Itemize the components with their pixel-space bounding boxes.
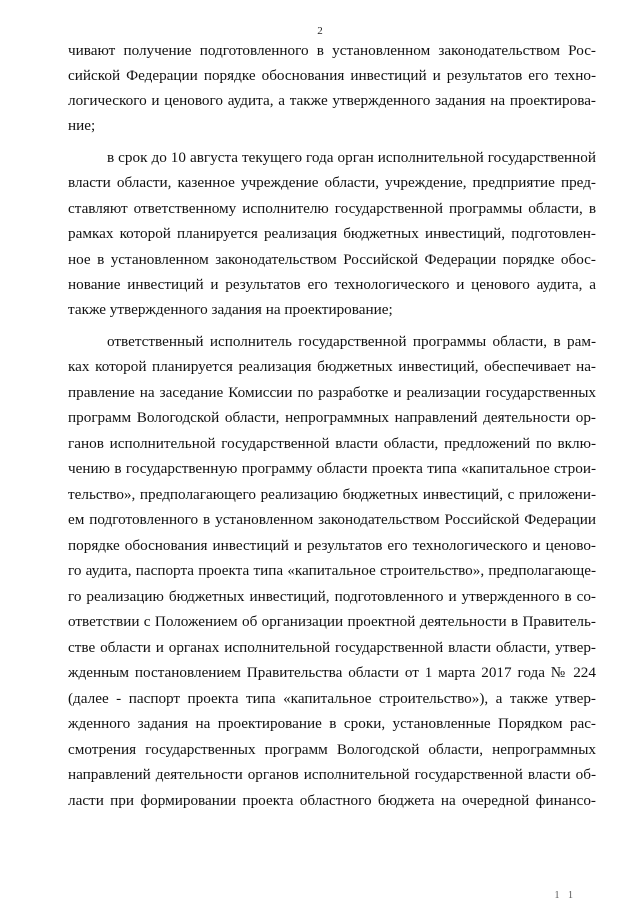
corner-mark: 1 1: [554, 890, 576, 901]
text-line: правление на заседание Комиссии по разработке и реализации государственных: [68, 384, 596, 401]
text-line: ем подготовленного в установленном законодательством Российской Федерации: [68, 511, 596, 528]
text-line: чивают получение подготовленного в установленном законодательством Рос-: [68, 42, 596, 59]
text-line: ставляют ответственному исполнителю государственной программы области, в: [68, 200, 596, 217]
text-line: ответствии с Положением об организации проектной деятельности в Правитель-: [68, 613, 596, 630]
text-line: (далее - паспорт проекта типа «капитальное строительство»), а также утвер-: [68, 690, 596, 707]
text-line: порядке обоснования инвестиций и результатов его технологического и ценово-: [68, 537, 596, 554]
text-line: тельство», предполагающего реализацию бюджетных инвестиций, с приложени-: [68, 486, 596, 503]
text-line: го реализацию бюджетных инвестиций, подготовленного и утвержденного в со-: [68, 588, 596, 605]
text-line: направлений деятельности органов исполнительной государственной власти об-: [68, 766, 596, 783]
text-line: жденным постановлением Правительства области от 1 марта 2017 года № 224: [68, 664, 596, 681]
text-line: программ Вологодской области, непрограммных направлений деятельности ор-: [68, 409, 596, 426]
text-line: ласти при формировании проекта областного бюджета на очередной финансо-: [68, 792, 596, 809]
text-line: смотрения государственных программ Вологодской области, непрограммных: [68, 741, 596, 758]
text-line: также утвержденного задания на проектирование;: [68, 301, 393, 318]
text-line: чению в государственную программу области проекта типа «капитальное строи-: [68, 460, 596, 477]
text-line: нование инвестиций и результатов его технологического и ценового аудита, а: [68, 276, 596, 293]
paragraph-first-line: ответственный исполнитель государственной программы области, в рам-: [107, 333, 596, 350]
text-line: ное в установленном законодательством Российской Федерации порядке обос-: [68, 251, 596, 268]
text-line: сийской Федерации порядке обоснования инвестиций и результатов его техно-: [68, 67, 596, 84]
page-number: 2: [317, 25, 323, 37]
text-line: го аудита, паспорта проекта типа «капитальное строительство», предполагающе-: [68, 562, 596, 579]
text-line: жденного задания на проектирование в сроки, установленные Порядком рас-: [68, 715, 596, 732]
text-line: рамках которой планируется реализация бюджетных инвестиций, подготовлен-: [68, 225, 596, 242]
paragraph-first-line: в срок до 10 августа текущего года орган исполнительной государственной: [107, 149, 596, 166]
text-line: власти области, казенное учреждение области, учреждение, предприятие пред-: [68, 174, 596, 191]
text-line: логического и ценового аудита, а также утвержденного задания на проектирова-: [68, 92, 596, 109]
text-line: ганов исполнительной государственной власти области, предложений по вклю-: [68, 435, 596, 452]
text-line: ние;: [68, 117, 96, 134]
text-line: стве области и органах исполнительной государственной власти области, утвер-: [68, 639, 596, 656]
text-line: ках которой планируется реализация бюджетных инвестиций, обеспечивает на-: [68, 358, 596, 375]
